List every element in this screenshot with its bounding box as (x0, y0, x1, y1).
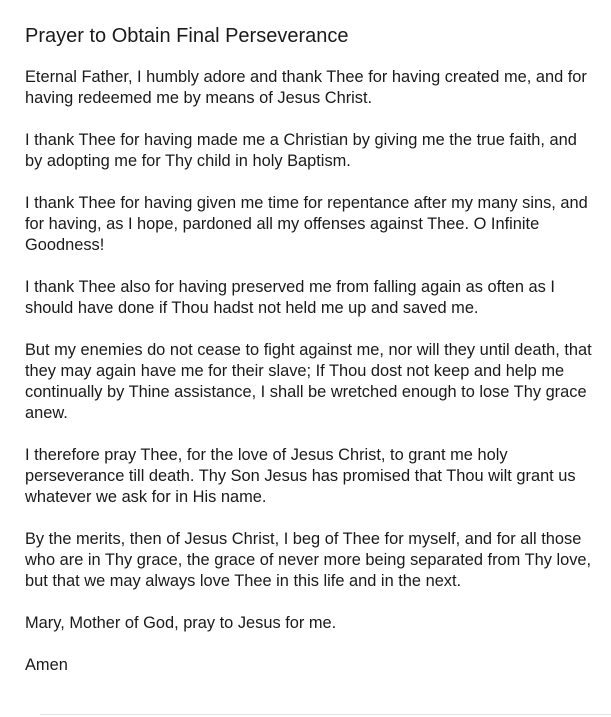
bottom-divider (40, 714, 611, 715)
paragraph-6: I therefore pray Thee, for the love of Jesus Christ, to grant me holy perseverance till death. Thy Son Jesus has promised that Thou wilt grant us whatever we ask for in His name. (25, 446, 576, 506)
page-title: Prayer to Obtain Final Perseverance (25, 25, 349, 47)
paragraph-1: Eternal Father, I humbly adore and thank Thee for having created me, and for having redeemed me by means of Jesus Christ. (25, 68, 587, 107)
paragraph-7: By the merits, then of Jesus Christ, I beg of Thee for myself, and for all those who are in Thy grace, the grace of never more being separated from Thy love, but that we may always love Thee in this life and in the next. (25, 530, 592, 590)
paragraph-5: But my enemies do not cease to fight against me, nor will they until death, that they may again have me for their slave; If Thou dost not keep and help me continually by Thine assistance, I shall be wretched enough to lose Thy grace anew. (25, 341, 592, 422)
paragraph-4: I thank Thee also for having preserved me from falling again as often as I should have done if Thou hadst not held me up and saved me. (25, 278, 555, 317)
paragraph-2: I thank Thee for having made me a Christian by giving me the true faith, and by adopting me for Thy child in holy Baptism. (25, 131, 577, 170)
document-page (25, 22, 595, 676)
paragraph-8: Mary, Mother of God, pray to Jesus for me. (25, 614, 337, 632)
paragraph-3: I thank Thee for having given me time for repentance after my many sins, and for having, as I hope, pardoned all my offenses against Thee. O Infinite Goodness! (25, 194, 588, 254)
paragraph-amen: Amen (25, 656, 68, 674)
prayer-body (25, 67, 595, 676)
